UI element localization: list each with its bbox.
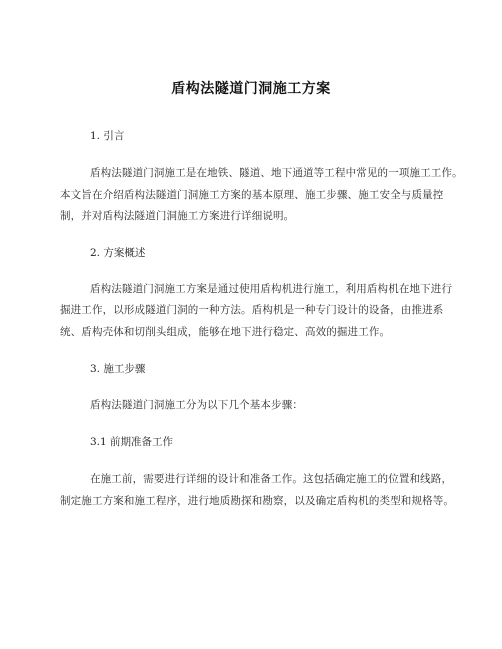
paragraph-line: 制定施工方案和施工程序，进行地质勘探和勘察，以及确定盾构机的类型和规格等。 (60, 495, 455, 507)
paragraph-line: 盾构法隧道门洞施工方案是通过使用盾构机进行施工，利用盾构机在地下进行 (90, 283, 453, 295)
paragraph-line: 盾构法隧道门洞施工是在地铁、隧道、地下通道等工程中常见的一项施工工作。 (90, 167, 463, 179)
section-heading-introduction: 1. 引言 (90, 130, 125, 142)
paragraph-line: 掘进工作，以形成隧道门洞的一种方法。盾构机是一种专门设计的设备，由推进系 (60, 304, 444, 316)
section-heading-overview: 2. 方案概述 (90, 247, 146, 259)
paragraph-line: 制，并对盾构法隧道门洞施工方案进行详细说明。 (60, 210, 295, 222)
paragraph-line: 本文旨在介绍盾构法隧道门洞施工方案的基本原理、施工步骤、施工安全与质量控 (60, 189, 444, 201)
paragraph-line: 在施工前，需要进行详细的设计和准备工作。这包括确定施工的位置和线路， (90, 473, 453, 485)
paragraph-line: 统、盾构壳体和切削头组成，能够在地下进行稳定、高效的掘进工作。 (60, 326, 391, 338)
section-heading-steps: 3. 施工步骤 (90, 363, 146, 375)
section-heading-preparation: 3.1 前期准备工作 (90, 436, 174, 448)
document-title: 盾构法隧道门洞施工方案 (171, 81, 331, 97)
paragraph-line: 盾构法隧道门洞施工分为以下几个基本步骤： (90, 399, 303, 411)
